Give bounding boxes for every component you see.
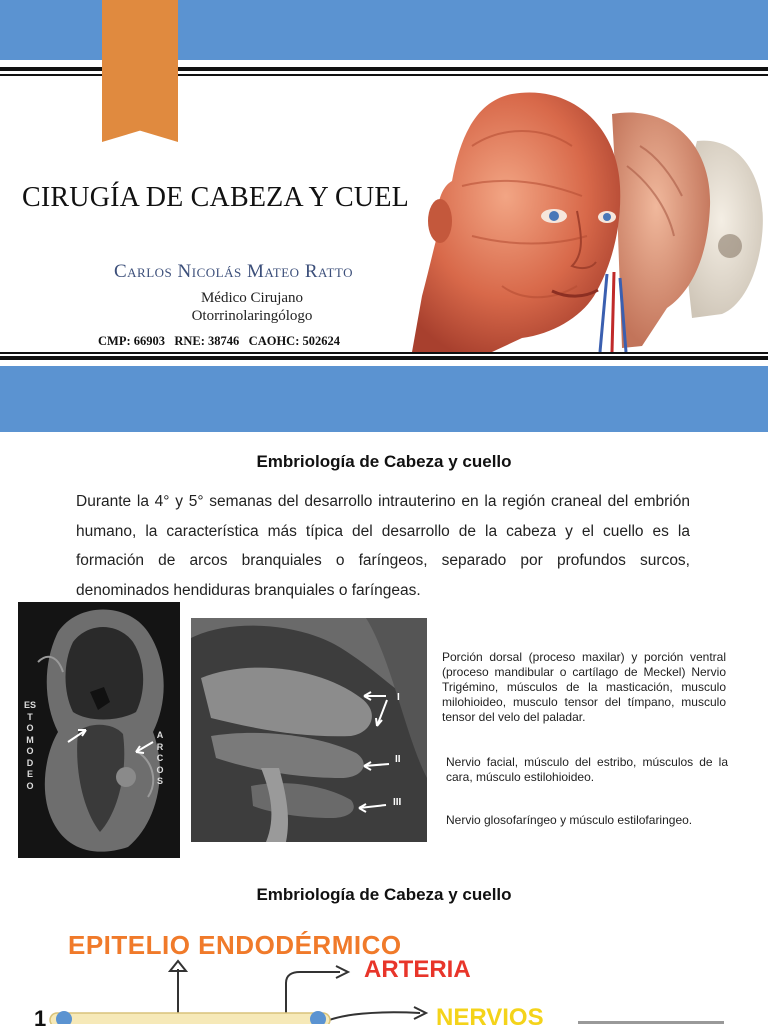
doctor-role-line-2: Otorrinolaringólogo bbox=[191, 308, 313, 324]
diagram-label-nervios: NERVIOS bbox=[436, 1004, 544, 1031]
pharyngeal-arches-photo bbox=[191, 618, 427, 842]
label-arcos: ARCOS bbox=[156, 730, 164, 786]
diagram-label-epitelio: EPITELIO ENDODÉRMICO bbox=[68, 930, 402, 960]
section-heading-1: Embriología de Cabeza y cuello bbox=[256, 452, 512, 471]
bottom-rule-thin bbox=[0, 352, 768, 354]
doctor-registrations: CMP: 66903 RNE: 38746 CAOHC: 502624 bbox=[98, 334, 340, 348]
doctor-name: Carlos Nicolás Mateo Ratto bbox=[114, 261, 353, 282]
bookmark-ribbon bbox=[102, 0, 178, 142]
page-title: CIRUGÍA DE CABEZA Y CUEL bbox=[22, 182, 409, 213]
lower-blue-band bbox=[0, 366, 768, 432]
diagram-label-arteria: ARTERIA bbox=[364, 956, 471, 983]
section-heading-2: Embriología de Cabeza y cuello bbox=[256, 885, 512, 904]
label-estomodeo: ESTOMODEO bbox=[24, 700, 37, 791]
note-arch-1: Porción dorsal (proceso maxilar) y porción ventral (proceso mandibular o cartílago de Meckel) Nervio Trigémino, músculos de la masticación, musculo milohioideo, musculo tensor del tímpano, musculo tensor del velo del paladar. bbox=[442, 650, 726, 724]
head-anatomy-illustration bbox=[412, 86, 768, 352]
arch-label-2: II bbox=[395, 754, 401, 765]
embryo-section-photo bbox=[18, 602, 180, 858]
note-arch-3: Nervio glosofaríngeo y músculo estilofaringeo. bbox=[446, 813, 693, 827]
note-arch-2: Nervio facial, músculo del estribo, músculos de la cara, músculo estilohioideo. bbox=[446, 755, 728, 784]
pharyngeal-arches-drawing bbox=[191, 618, 427, 842]
diagram-arrows bbox=[0, 955, 768, 1024]
bottom-rule-thick bbox=[0, 356, 768, 360]
doctor-role-line-1: Médico Cirujano bbox=[200, 290, 304, 306]
arch-label-3: III bbox=[393, 797, 402, 808]
doctor-role bbox=[96, 289, 408, 325]
arch-label-1: I bbox=[397, 692, 400, 703]
diagram-number-1: 1 bbox=[34, 1006, 47, 1031]
intro-paragraph: Durante la 4° y 5° semanas del desarrollo intrauterino en la región craneal del embrión humano, la característica más típica del desarrollo de la cabeza y el cuello es la formación de arcos branquiales o faríngeos, separado por profundos surcos, denominados hendiduras branquiales o faríngeas. bbox=[76, 493, 690, 599]
